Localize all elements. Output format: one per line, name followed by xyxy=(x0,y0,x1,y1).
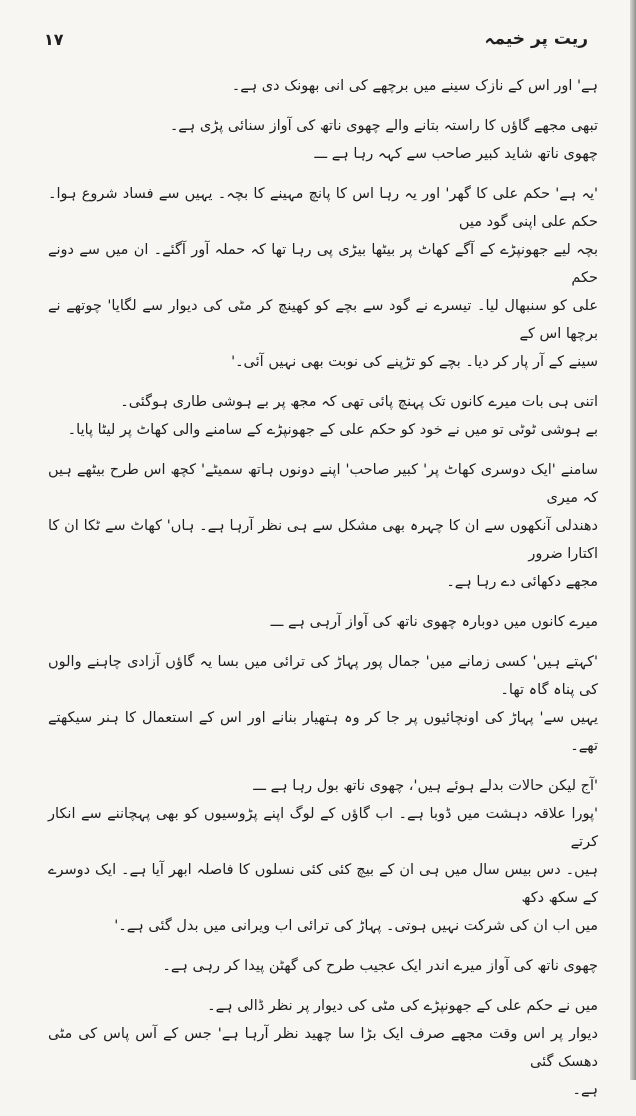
paragraph-3 xyxy=(48,180,598,376)
paragraph-9 xyxy=(48,952,598,980)
paragraph-8 xyxy=(48,772,598,940)
text-line: 'کہتے ہیں' کسی زمانے میں' جمال پور پہاڑ کی ترائی میں بسا یہ گاؤں آزادی چاہنے والوں کی پناہ گاہ تھا۔ xyxy=(48,654,598,698)
page-number: ۱۷ xyxy=(44,30,64,49)
text-line: 'یہ ہے' حکم علی کا گھر' اور یہ رہا اس کا پانچ مہینے کا بچہ۔ یہیں سے فساد شروع ہوا۔ حکم علی اپنی گود میں xyxy=(48,186,598,230)
text-line: بچہ لیے جھونپڑے کے آگے کھاٹ پر بیٹھا بیڑی پی رہا تھا کہ حملہ آور آگئے۔ ان میں سے دونے حکم xyxy=(48,242,598,286)
text-line: چھوی ناتھ شاید کبیر صاحب سے کہہ رہا ہے ـــ xyxy=(314,146,598,162)
text-line: بے ہوشی ٹوٹی تو میں نے خود کو حکم علی کے جھونپڑے کے سامنے والی کھاٹ پر لیٹا پایا۔ xyxy=(67,422,598,438)
paragraph-5 xyxy=(48,456,598,596)
text-line: 'پورا علاقہ دہشت میں ڈوبا ہے۔ اب گاؤں کے لوگ اپنے پڑوسیوں کو بھی پہچاننے سے انکار کرتے xyxy=(48,806,598,850)
text-line: علی کو سنبھال لیا۔ تیسرے نے گود سے بچے کو کھینچ کر مٹی کی دیوار سے لگایا' چوتھے نے برچھا اس کے xyxy=(48,298,598,342)
paragraph-6 xyxy=(48,608,598,636)
text-line: دیوار پر اس وقت مجھے صرف ایک بڑا سا چھید نظر آرہا ہے' جس کے آس پاس کی مٹی دھسک گئی xyxy=(48,1026,598,1070)
paragraph-1 xyxy=(48,72,598,100)
text-line: مجھے دکھائی دے رہا ہے۔ xyxy=(446,574,598,590)
text-line: اتنی ہی بات میرے کانوں تک پہنچ پائی تھی کہ مجھ پر بے ہوشی طاری ہوگئی۔ xyxy=(120,394,598,410)
text-line: سینے کے آر پار کر دیا۔ بچے کو تڑپنے کی نوبت بھی نہیں آئی۔' xyxy=(231,354,598,370)
text-line: ہے۔ xyxy=(572,1082,598,1098)
text-line: چھوی ناتھ کی آواز میرے اندر ایک عجیب طرح کی گھٹن پیدا کر رہی ہے۔ xyxy=(162,958,598,974)
text-line: یہیں سے' پہاڑ کی اونچائیوں پر جا کر وہ ہتھیار بنانے اور اس کے استعمال کا ہنر سیکھتے تھے۔ xyxy=(48,710,598,754)
text-line: 'آج لیکن حالات بدلے ہوئے ہیں'، چھوی ناتھ بول رہا ہے ـــ xyxy=(253,778,598,794)
text-line: سامنے 'ایک دوسری کھاٹ پر' کبیر صاحب' اپنے دونوں ہاتھ سمیٹے' کچھ اس طرح بیٹھے ہیں کہ میری xyxy=(48,462,598,506)
paragraph-7 xyxy=(48,648,598,760)
text-line: ہیں۔ دس بیس سال میں ہی ان کے بیچ کئی کئی نسلوں کا فاصلہ ابھر آیا ہے۔ ایک دوسرے کے سکھ دکھ xyxy=(48,862,598,906)
page-header xyxy=(30,22,606,56)
text-line: میرے کانوں میں دوبارہ چھوی ناتھ کی آواز آرہی ہے ـــ xyxy=(270,614,598,630)
text-line: دھندلی آنکھوں سے ان کا چہرہ بھی مشکل سے ہی نظر آرہا ہے۔ ہاں' کھاٹ سے ٹکا ان کا اکتارا ضرور xyxy=(48,518,598,562)
paragraph-4 xyxy=(48,388,598,444)
paragraph-10 xyxy=(48,992,598,1104)
paragraph-2 xyxy=(48,112,598,168)
running-head-title: ریت پر خیمہ xyxy=(484,29,588,49)
page-edge-shadow xyxy=(630,0,636,1080)
text-line: ہے' اور اس کے نازک سینے میں برچھے کی انی بھونک دی ہے۔ xyxy=(231,78,598,94)
page-body xyxy=(48,72,598,1116)
text-line: میں اب ان کی شرکت نہیں ہوتی۔ پہاڑ کی ترائی اب ویرانی میں بدل گئی ہے۔' xyxy=(114,918,598,934)
text-line: میں نے حکم علی کے جھونپڑے کی مٹی کی دیوار پر نظر ڈالی ہے۔ xyxy=(207,998,598,1014)
text-line: تبھی مجھے گاؤں کا راستہ بتانے والے چھوی ناتھ کی آواز سنائی پڑی ہے۔ xyxy=(169,118,598,134)
